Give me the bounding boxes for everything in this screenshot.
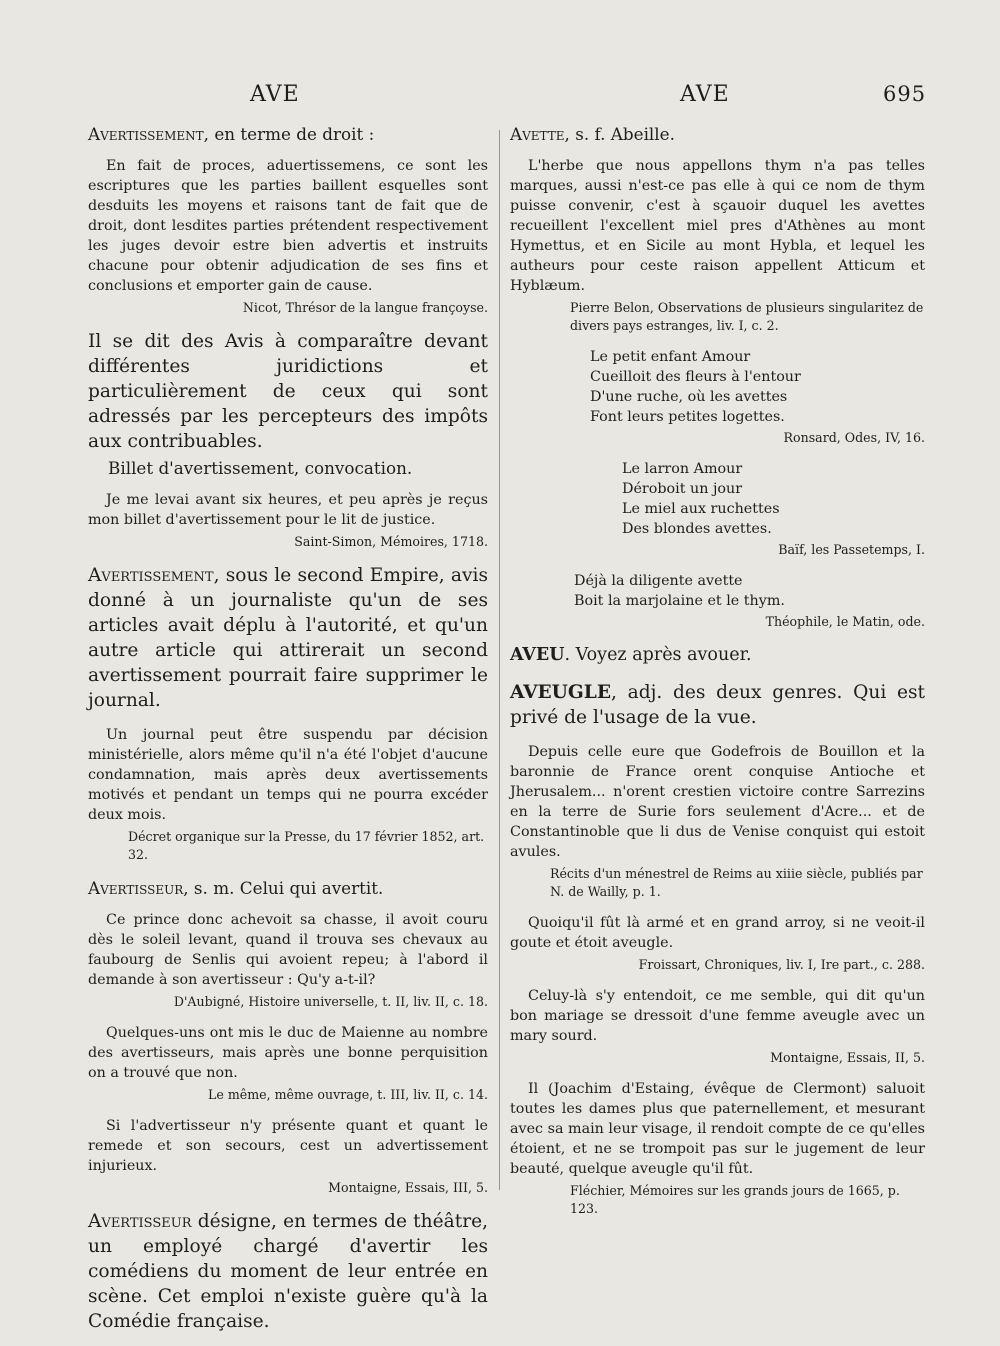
entry-avertisseur	[88, 876, 488, 900]
verse-line: Des blondes avettes.	[622, 521, 772, 537]
quotation: Il (Joachim d'Estaing, évêque de Clermont) saluoit toutes les dames plus que paternellement, et mesurant avec sa main leur visage, il rendoit compte de ce qu'elles étoient, et ne se trompoit pas sur le jugement de leur beauté, quelque aveugle qu'il fût.	[510, 1081, 926, 1177]
citation: Nicot, Thrésor de la langue françoyse.	[242, 300, 488, 315]
definition-avis: Il se dit des Avis à comparaître devant différentes juridictions et particulièrement de ceux qui sont adressés par les percepteurs des impôts aux contribuables.	[88, 331, 488, 452]
verse-line: Boit la marjolaine et le thym.	[574, 593, 785, 609]
headword: Avertissement	[88, 565, 214, 586]
quotation: Ce prince donc achevoit sa chasse, il avoit couru dès le soleil levant, quand il trouva ses chevaux au faubourg de Senlis qui avoient repeu; à l'abord il demande à son avertisseur : Qu'y a-t-il?	[88, 912, 488, 988]
quotation: Quelques-uns ont mis le duc de Maienne au nombre des avertisseurs, mais après une bonne perquisition on a trouvé que non.	[88, 1025, 488, 1081]
citation: Théophile, le Matin, ode.	[765, 614, 925, 629]
verse-line: Le larron Amour	[622, 461, 743, 477]
quotation: Je me levai avant six heures, et peu après je reçus mon billet d'avertissement pour le lit de justice.	[88, 492, 488, 528]
headword: Avertisseur	[88, 878, 184, 898]
verse-line: Cueilloit des fleurs à l'entour	[590, 369, 801, 385]
citation: Décret organique sur la Presse, du 17 février 1852, art. 32.	[128, 829, 485, 862]
headword: AVEU	[510, 645, 565, 665]
left-column	[88, 122, 488, 1346]
running-header-right: AVE	[680, 82, 730, 107]
citation: Le même, même ouvrage, t. III, liv. II, c. 14.	[208, 1087, 488, 1102]
running-header-left: AVE	[250, 82, 300, 107]
quotation: Quoiqu'il fût là armé et en grand arroy, si ne veoit-il goute et étoit aveugle.	[510, 915, 925, 951]
headword: AVEUGLE	[510, 682, 612, 703]
headword: Avette	[510, 124, 565, 144]
quotation: Celuy-là s'y entendoit, ce me semble, qui dit qu'un bon mariage se dressoit d'une femme aveugle avec un mary sourd.	[510, 988, 925, 1044]
definition: , sous le second Empire, avis donné à un journaliste qu'un de ses articles avait déplu à l'autorité, et qu'un autre article qui attirerait un second avertissement pourrait faire supprimer le journal.	[88, 565, 488, 711]
headword: Avertissement	[88, 124, 204, 144]
verse-line: Le petit enfant Amour	[590, 349, 751, 365]
citation: Pierre Belon, Observations de plusieurs singularitez de divers pays estranges, liv. I, c. 2.	[570, 300, 924, 333]
citation: Saint-Simon, Mémoires, 1718.	[294, 534, 488, 549]
quotation: L'herbe que nous appellons thym n'a pas telles marques, aussi n'est-ce pas elle à qui ce nom de thym puisse convenir, c'est à sçauoir duquel les avettes recueillent l'excellent miel pres d'Athènes au mont Hymettus, et en Sicile au mont Hybla, et lequel les autheurs pour ceste raison appellent Atticum et Hyblæum.	[510, 158, 925, 294]
citation: Baïf, les Passetemps, I.	[778, 542, 925, 557]
definition: désigne, en termes de théâtre, un employé chargé d'avertir les comédiens du moment de leur entrée en scène. Cet emploi n'existe guère qu'à la Comédie française.	[88, 1211, 488, 1332]
entry-avertissement-empire	[88, 563, 488, 713]
quotation: Un journal peut être suspendu par décision ministérielle, alors même qu'il n'a été l'objet d'aucune condamnation, mais après deux avertissements motivés et pendant un temps qui ne pourra excéder deux mois.	[88, 727, 488, 823]
verse-line: Déroboit un jour	[622, 481, 743, 497]
entry-aveu	[510, 643, 925, 668]
verse-ronsard	[510, 347, 925, 427]
citation: D'Aubigné, Histoire universelle, t. II, liv. II, c. 18.	[173, 994, 488, 1009]
definition: . Voyez après avouer.	[564, 645, 752, 665]
citation: Froissart, Chroniques, liv. I, Ire part., c. 288.	[638, 957, 925, 972]
definition-billet: Billet d'avertissement, convocation.	[108, 458, 413, 478]
citation: Ronsard, Odes, IV, 16.	[783, 430, 925, 445]
verse-line: Font leurs petites logettes.	[590, 409, 785, 425]
headword: Avertisseur	[88, 1211, 192, 1232]
definition: , en terme de droit :	[203, 124, 375, 144]
citation: Fléchier, Mémoires sur les grands jours de 1665, p. 123.	[570, 1183, 900, 1216]
quotation: Depuis celle eure que Godefrois de Bouillon et la baronnie de France orent conquise Antioche et Jherusalem... n'orent crestien victoire contre Sarrezins en la terre de Surie fors seulement d'Acre... et de Constantinoble que li dus de Venise conquist qui estoit avules.	[510, 744, 925, 860]
verse-theophile	[510, 571, 925, 611]
citation: Montaigne, Essais, III, 5.	[328, 1180, 488, 1195]
definition: , adj. des deux genres. Qui est privé de l'usage de la vue.	[510, 682, 925, 728]
definition: , s. f. Abeille.	[564, 124, 675, 144]
page-number: 695	[883, 82, 927, 106]
verse-line: Le miel aux ruchettes	[622, 501, 780, 517]
quotation: Si l'advertisseur n'y présente quant et quant le remede et son secours, cest un advertissement injurieux.	[88, 1118, 488, 1174]
definition: , s. m. Celui qui avertit.	[183, 878, 384, 898]
verse-line: D'une ruche, où les avettes	[590, 389, 788, 405]
right-column	[510, 122, 925, 1230]
quotation: En fait de proces, aduertissemens, ce sont les escriptures que les parties baillent esquelles sont desduits les moyens et raisons tant de fait que de droit, dont lesdites parties prétendent respectivement les juges devoir estre bien advertis et instruits chacune pour obtenir adjudication de ses fins et conclusions et emporter gain de cause.	[88, 158, 488, 294]
column-divider	[499, 130, 500, 1190]
verse-line: Déjà la diligente avette	[574, 573, 743, 589]
entry-avertisseur-theatre	[88, 1209, 488, 1334]
entry-aveugle	[510, 680, 925, 730]
citation: Récits d'un ménestrel de Reims au xiiie siècle, publiés par N. de Wailly, p. 1.	[550, 866, 923, 899]
entry-avette	[510, 122, 925, 146]
entry-avertissement-droit	[88, 122, 488, 146]
citation: Montaigne, Essais, II, 5.	[770, 1050, 925, 1065]
verse-baif	[510, 459, 925, 539]
